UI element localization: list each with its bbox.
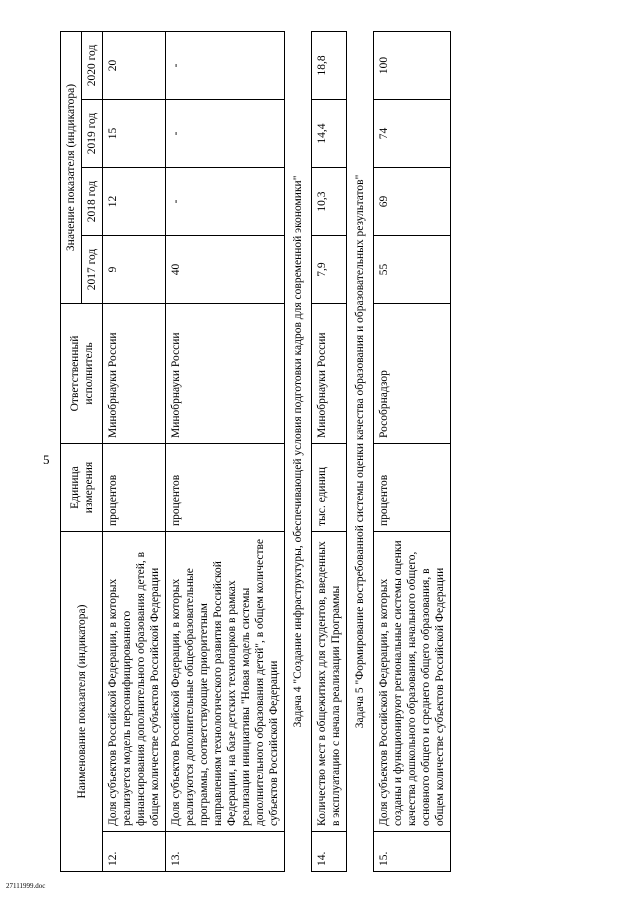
task-heading-row [347, 31, 374, 871]
value-2018: 69 [374, 168, 451, 236]
header-values-group: Значение показателя (индикатора) [61, 31, 82, 303]
indicator-name: Доля субъектов Российской Федерации, в которых реализуются дополнительные общеобразовательные программы, соответствующие приоритетным направлениям технологического развития Российской Федерации, на базе детских технопарков в рамках реализации инициативы "Новая модель системы дополнительного образования детей", в общем количестве субъектов Российской Федерации [166, 532, 285, 832]
indicators-table [60, 31, 451, 872]
row-number: 13. [166, 832, 285, 872]
header-unit: Единица измерения [61, 444, 103, 532]
value-2020: 18,8 [312, 31, 347, 99]
indicator-unit: процентов [374, 444, 451, 532]
footer-file-code: 27111999.doc [6, 882, 46, 890]
table-row [374, 31, 451, 871]
task-heading-row [285, 31, 312, 871]
value-2020: 20 [103, 31, 166, 99]
header-year-2018: 2018 год [82, 168, 103, 236]
value-2018: 10,3 [312, 168, 347, 236]
value-2017: 40 [166, 236, 285, 304]
value-2019: 14,4 [312, 100, 347, 168]
table-row [103, 31, 166, 871]
header-name: Наименование показателя (индикатора) [61, 532, 103, 872]
task-heading: Задача 4 "Создание инфраструктуры, обеспечивающей условия подготовки кадров для современной экономики" [285, 31, 312, 871]
row-number: 12. [103, 832, 166, 872]
table-row [312, 31, 347, 871]
value-2017: 9 [103, 236, 166, 304]
value-2020: 100 [374, 31, 451, 99]
table-row [166, 31, 285, 871]
indicator-name: Доля субъектов Российской Федерации, в которых созданы и функционируют региональные системы оценки качества дошкольного образования, начального общего, основного общего и среднего общего образования, в общем количестве субъектов Российской Федерации [374, 532, 451, 832]
value-2017: 55 [374, 236, 451, 304]
task-heading: Задача 5 "Формирование востребованной системы оценки качества образования и образовательных результатов" [347, 31, 374, 871]
value-2020: - [166, 31, 285, 99]
value-2018: - [166, 168, 285, 236]
page-number: 5 [43, 452, 50, 467]
indicator-name: Количество мест в общежитиях для студентов, введенных в эксплуатацию с начала реализации Программы [312, 532, 347, 832]
indicator-executor: Минобрнауки России [166, 304, 285, 444]
rotated-document [60, 32, 630, 872]
row-number: 15. [374, 832, 451, 872]
value-2019: 15 [103, 100, 166, 168]
indicator-unit: процентов [103, 444, 166, 532]
value-2018: 12 [103, 168, 166, 236]
header-year-2019: 2019 год [82, 100, 103, 168]
header-year-2020: 2020 год [82, 31, 103, 99]
value-2019: 74 [374, 100, 451, 168]
row-number: 14. [312, 832, 347, 872]
indicator-executor: Минобрнауки России [103, 304, 166, 444]
indicator-unit: процентов [166, 444, 285, 532]
indicator-executor: Минобрнауки России [312, 304, 347, 444]
value-2019: - [166, 100, 285, 168]
indicator-executor: Рособрнадзор [374, 304, 451, 444]
value-2017: 7,9 [312, 236, 347, 304]
indicator-unit: тыс. единиц [312, 444, 347, 532]
header-executor: Ответственный исполнитель [61, 304, 103, 444]
header-year-2017: 2017 год [82, 236, 103, 304]
indicator-name: Доля субъектов Российской Федерации, в которых реализуется модель персонифицированного финансирования дополнительного образования детей, в общем количестве субъектов Российской Федерации [103, 532, 166, 832]
